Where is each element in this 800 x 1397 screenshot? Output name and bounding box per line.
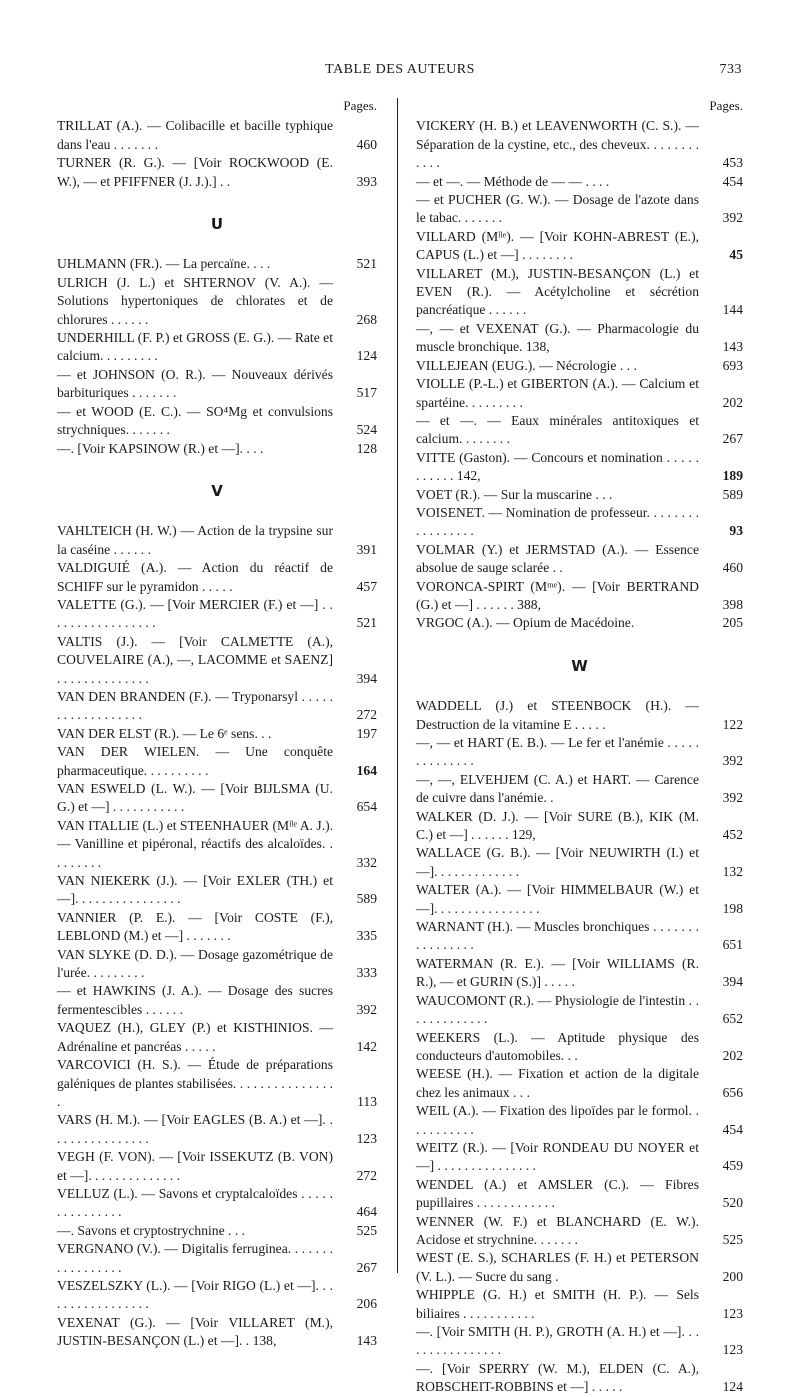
index-entry xyxy=(57,559,377,596)
entry-text: —. [Voir KAPSINOW (R.) et —]. . . . xyxy=(57,440,264,456)
pages-label: Pages. xyxy=(709,98,743,113)
column-divider xyxy=(397,98,398,1273)
entry-page-number: 128 xyxy=(356,440,377,456)
index-entry xyxy=(416,412,743,449)
entry-text: — et PUCHER (G. W.). — Dosage de l'azote dans le tabac. . . . . . . xyxy=(416,192,699,226)
entry-page-number: 589 xyxy=(356,891,377,907)
entry-page-number: 197 xyxy=(356,725,377,741)
entry-page-number: 398 xyxy=(722,596,743,612)
entry-page-number: 123 xyxy=(356,1130,377,1146)
entry-page-number: 142 xyxy=(356,1038,377,1054)
entry-list xyxy=(57,117,377,1350)
entry-page-number: 452 xyxy=(722,827,743,843)
entry-text: VESZELSZKY (L.). — [Voir RIGO (L.) et —]. . . . . . . . . . . . . . . . . xyxy=(57,1277,333,1312)
entry-page-number: 656 xyxy=(722,1084,743,1100)
index-entry xyxy=(57,743,377,780)
entry-page-number: 93 xyxy=(729,523,743,539)
entry-page-number: 393 xyxy=(356,173,377,189)
index-entry xyxy=(416,117,743,172)
entry-text: WHIPPLE (G. H.) et SMITH (H. P.). — Sels biliaires . . . . . . . . . . . xyxy=(416,1287,699,1321)
page-header xyxy=(0,62,800,82)
entry-page-number: 454 xyxy=(722,173,743,189)
entry-page-number: 123 xyxy=(722,1342,743,1358)
entry-text: VAHLTEICH (H. W.) — Action de la trypsine sur la caséine . . . . . . xyxy=(57,523,333,557)
entry-text: VAN DER ELST (R.). — Le 6ᵉ sens. . . xyxy=(57,725,272,741)
entry-page-number: 392 xyxy=(722,790,743,806)
entry-text: VELLUZ (L.). — Savons et cryptalcaloïdes . . . . . . . . . . . . . . . xyxy=(57,1185,333,1220)
entry-text: WEESE (H.). — Fixation et action de la digitale chez les animaux . . . xyxy=(416,1066,699,1100)
entry-page-number: 164 xyxy=(356,762,377,778)
index-entry xyxy=(416,265,743,320)
entry-page-number: 122 xyxy=(722,716,743,732)
entry-text: VAN DEN BRANDEN (F.). — Tryponarsyl . . . . . . . . . . . . . . . . . . xyxy=(57,688,333,723)
entry-text: VANNIER (P. E.). — [Voir COSTE (F.), LEBLOND (M.) et —] . . . . . . . xyxy=(57,909,333,944)
index-entry xyxy=(416,228,743,265)
index-entry xyxy=(416,357,743,375)
entry-text: VOET (R.). — Sur la muscarine . . . xyxy=(416,486,613,502)
index-entry xyxy=(416,1139,743,1176)
entry-page-number: 454 xyxy=(722,1121,743,1137)
entry-page-number: 272 xyxy=(356,1167,377,1183)
entry-text: VARS (H. M.). — [Voir EAGLES (B. A.) et —]. . . . . . . . . . . . . . . . xyxy=(57,1112,333,1146)
entry-page-number: 143 xyxy=(722,339,743,355)
entry-page-number: 124 xyxy=(356,348,377,364)
entry-page-number: 132 xyxy=(722,863,743,879)
entry-page-number: 460 xyxy=(722,560,743,576)
entry-page-number: 394 xyxy=(356,670,377,686)
entry-page-number: 517 xyxy=(356,385,377,401)
index-entry xyxy=(57,1185,377,1222)
index-entry xyxy=(57,522,377,559)
index-entry xyxy=(416,771,743,808)
entry-page-number: 392 xyxy=(722,753,743,769)
entry-page-number: 123 xyxy=(722,1305,743,1321)
index-entry xyxy=(416,1176,743,1213)
index-entry xyxy=(57,1277,377,1314)
entry-page-number: 391 xyxy=(356,541,377,557)
index-entry xyxy=(416,486,743,504)
entry-text: —. Savons et cryptostrychnine . . . xyxy=(57,1222,246,1238)
index-entry xyxy=(416,734,743,771)
entry-text: VERGNANO (V.). — Digitalis ferruginea. . . . . . . . . . . . . . . . . xyxy=(57,1241,333,1275)
entry-text: VOISENET. — Nomination de professeur. . . . . . . . . . . . . . . . . xyxy=(416,504,699,539)
entry-text: WENDEL (A.) et AMSLER (C.). — Fibres pupillaires . . . . . . . . . . . . xyxy=(416,1176,699,1211)
index-entry xyxy=(57,274,377,329)
entry-text: VICKERY (H. B.) et LEAVENWORTH (C. S.). — Séparation de la cystine, etc., des cheveux. . . . . . . . . . . . xyxy=(416,118,699,171)
entry-page-number: 652 xyxy=(722,1011,743,1027)
entry-text: VITTE (Gaston). — Concours et nomination . . . . . . . . . . . 142, xyxy=(416,449,699,484)
entry-text: TURNER (R. G.). — [Voir ROCKWOOD (E. W.), — et PFIFFNER (J. J.).] . . xyxy=(57,155,333,189)
entry-page-number: 521 xyxy=(356,615,377,631)
entry-text: UHLMANN (FR.). — La percaïne. . . . xyxy=(57,256,271,272)
index-entry xyxy=(416,541,743,578)
entry-text: UNDERHILL (F. P.) et GROSS (E. G.). — Rate et calcium. . . . . . . . . xyxy=(57,330,333,364)
index-entry xyxy=(57,1148,377,1185)
index-entry xyxy=(57,909,377,946)
index-entry xyxy=(57,117,377,154)
entry-page-number: 45 xyxy=(729,247,743,263)
entry-text: WADDELL (J.) et STEENBOCK (H.). — Destruction de la vitamine E . . . . . xyxy=(416,698,699,732)
entry-page-number: 267 xyxy=(356,1259,377,1275)
entry-text: WEEKERS (L.). — Aptitude physique des conducteurs d'automobiles. . . xyxy=(416,1029,699,1063)
index-entry xyxy=(57,154,377,191)
index-entry xyxy=(57,596,377,633)
entry-page-number: 268 xyxy=(356,311,377,327)
entry-text: VAQUEZ (H.), GLEY (P.) et KISTHINIOS. — Adrénaline et pancréas . . . . . xyxy=(57,1020,333,1054)
entry-page-number: 453 xyxy=(722,155,743,171)
entry-text: WATERMAN (R. E.). — [Voir WILLIAMS (R. R.), — et GURIN (S.)] . . . . . xyxy=(416,955,699,990)
section-letter: U xyxy=(210,215,224,234)
entry-text: VILLARD (Mˡˡᵉ). — [Voir KOHN-ABREST (E.), CAPUS (L.) et —] . . . . . . . . xyxy=(416,228,699,263)
entry-page-number: 693 xyxy=(722,357,743,373)
entry-text: WEST (E. S.), SCHARLES (F. H.) et PETERSON (V. L.). — Sucre du sang . xyxy=(416,1250,699,1284)
entry-text: VEGH (F. VON). — [Voir ISSEKUTZ (B. VON) et —]. . . . . . . . . . . . . . xyxy=(57,1149,333,1183)
index-entry xyxy=(57,255,377,273)
index-entry xyxy=(57,1240,377,1277)
index-entry xyxy=(416,955,743,992)
index-entry xyxy=(57,725,377,743)
pages-label: Pages. xyxy=(343,98,377,113)
index-entry xyxy=(416,1360,743,1397)
entry-text: — et —. — Eaux minérales antitoxiques et calcium. . . . . . . . xyxy=(416,412,699,447)
entry-text: VALDIGUIÉ (A.). — Action du réactif de SCHIFF sur le pyramidon . . . . . xyxy=(57,560,333,594)
entry-page-number: 651 xyxy=(722,937,743,953)
entry-text: VAN ITALLIE (L.) et STEENHAUER (Mˡˡᵉ A. J.). — Vanilline et pipéronal, réactifs des alcaloïdes. . . . . . . . . xyxy=(57,817,333,870)
entry-text: WALLACE (G. B.). — [Voir NEUWIRTH (I.) et —]. . . . . . . . . . . . . xyxy=(416,845,699,879)
entry-page-number: 460 xyxy=(356,136,377,152)
index-entry xyxy=(57,1111,377,1148)
entry-text: WALKER (D. J.). — [Voir SURE (B.), KIK (M. C.) et —] . . . . . . 129, xyxy=(416,808,699,843)
index-entry xyxy=(416,173,743,191)
index-entry xyxy=(57,1222,377,1240)
entry-text: ULRICH (J. L.) et SHTERNOV (V. A.). — Solutions hypertoniques de chlorates et de chlorures . . . . . . xyxy=(57,274,333,327)
entry-page-number: 198 xyxy=(722,900,743,916)
entry-page-number: 525 xyxy=(356,1222,377,1238)
entry-text: —. [Voir SPERRY (W. M.), ELDEN (C. A.), ROBSCHEIT-ROBBINS et —] . . . . . xyxy=(416,1360,699,1395)
right-column xyxy=(416,97,743,1397)
entry-text: — et WOOD (E. C.). — SO⁴Mg et convulsions strychniques. . . . . . . xyxy=(57,403,333,438)
running-title: TABLE DES AUTEURS xyxy=(325,62,475,77)
section-letter: V xyxy=(211,481,223,500)
entry-page-number: 113 xyxy=(357,1093,377,1109)
entry-page-number: 392 xyxy=(356,1001,377,1017)
entry-text: VAN ESWELD (L. W.). — [Voir BIJLSMA (U. G.) et —] . . . . . . . . . . . xyxy=(57,781,333,815)
entry-text: VORONCA-SPIRT (Mᵐᵉ). — [Voir BERTRAND (G.) et —] . . . . . . 388, xyxy=(416,578,699,612)
entry-text: VRGOC (A.). — Opium de Macédoine. xyxy=(416,615,635,631)
entry-page-number: 202 xyxy=(722,394,743,410)
index-entry xyxy=(416,881,743,918)
entry-page-number: 144 xyxy=(722,302,743,318)
entry-text: —, — et VEXENAT (G.). — Pharmacologie du muscle bronchique. 138, xyxy=(416,320,699,355)
entry-text: VEXENAT (G.). — [Voir VILLARET (M.), JUSTIN-BESANÇON (L.) et —]. . 138, xyxy=(57,1314,333,1349)
index-entry xyxy=(57,633,377,688)
index-entry xyxy=(416,844,743,881)
index-entry xyxy=(416,992,743,1029)
index-entry xyxy=(416,1213,743,1250)
entry-text: VAN SLYKE (D. D.). — Dosage gazométrique de l'urée. . . . . . . . . xyxy=(57,946,333,981)
index-entry xyxy=(416,375,743,412)
entry-text: VILLEJEAN (EUG.). — Nécrologie . . . xyxy=(416,357,637,373)
index-entry xyxy=(57,329,377,366)
index-entry xyxy=(57,1314,377,1351)
entry-text: VARCOVICI (H. S.). — Étude de préparations galéniques de plantes stabilisées. . . . . . . . . . . . . . . . xyxy=(57,1057,333,1109)
entry-page-number: 457 xyxy=(356,578,377,594)
index-entry xyxy=(57,1056,377,1111)
index-entry xyxy=(57,1019,377,1056)
entry-page-number: 206 xyxy=(356,1296,377,1312)
index-entry xyxy=(416,1029,743,1066)
index-entry xyxy=(57,688,377,725)
index-entry xyxy=(57,946,377,983)
index-entry xyxy=(416,614,743,632)
entry-text: — et HAWKINS (J. A.). — Dosage des sucres fermentescibles . . . . . . xyxy=(57,983,333,1017)
entry-page-number: 525 xyxy=(722,1231,743,1247)
entry-page-number: 392 xyxy=(722,210,743,226)
entry-page-number: 520 xyxy=(722,1195,743,1211)
index-entry xyxy=(416,1323,743,1360)
index-entry xyxy=(57,982,377,1019)
index-entry xyxy=(416,1286,743,1323)
entry-text: WEIL (A.). — Fixation des lipoïdes par le formol. . . . . . . . . . . xyxy=(416,1103,699,1137)
entry-page-number: 272 xyxy=(356,707,377,723)
entry-text: VOLMAR (Y.) et JERMSTAD (A.). — Essence absolue de sauge sclarée . . xyxy=(416,541,699,576)
index-entry xyxy=(57,403,377,440)
entry-text: VIOLLE (P.-L.) et GIBERTON (A.). — Calcium et spartéine. . . . . . . . . xyxy=(416,376,699,410)
index-entry xyxy=(57,817,377,872)
entry-page-number: 464 xyxy=(356,1204,377,1220)
entry-page-number: 333 xyxy=(356,965,377,981)
index-entry xyxy=(416,1102,743,1139)
index-entry xyxy=(416,320,743,357)
index-entry xyxy=(57,780,377,817)
entry-page-number: 459 xyxy=(722,1158,743,1174)
entry-page-number: 267 xyxy=(722,431,743,447)
section-letter: W xyxy=(571,656,588,675)
entry-text: VALETTE (G.). — [Voir MERCIER (F.) et —] . . . . . . . . . . . . . . . . . xyxy=(57,596,333,631)
index-entry xyxy=(416,504,743,541)
entry-text: — et —. — Méthode de — — . . . . xyxy=(416,173,610,189)
index-entry xyxy=(416,697,743,734)
entry-page-number: 654 xyxy=(356,799,377,815)
entry-text: WALTER (A.). — [Voir HIMMELBAUR (W.) et —]. . . . . . . . . . . . . . . . xyxy=(416,882,699,916)
entry-text: — et JOHNSON (O. R.). — Nouveaux dérivés barbituriques . . . . . . . xyxy=(57,366,333,401)
index-entry xyxy=(416,449,743,486)
entry-page-number: 124 xyxy=(722,1379,743,1395)
index-entry xyxy=(416,1065,743,1102)
index-entry xyxy=(57,366,377,403)
entry-text: —. [Voir SMITH (H. P.), GROTH (A. H.) et —]. . . . . . . . . . . . . . . . xyxy=(416,1324,699,1358)
entry-page-number: 332 xyxy=(356,854,377,870)
left-column xyxy=(57,97,377,1351)
entry-text: —, —, ELVEHJEM (C. A.) et HART. — Carence de cuivre dans l'anémie. . xyxy=(416,771,699,806)
entry-list xyxy=(416,117,743,1396)
index-entry xyxy=(416,191,743,228)
entry-text: VILLARET (M.), JUSTIN-BESANÇON (L.) et EVEN (R.). — Acétylcholine et sécrétion pancréatique . . . . . . xyxy=(416,265,699,318)
entry-text: WENNER (W. F.) et BLANCHARD (E. W.). Acidose et strychnine. . . . . . . xyxy=(416,1213,699,1247)
index-entry xyxy=(416,808,743,845)
entry-page-number: 189 xyxy=(722,468,743,484)
entry-text: —, — et HART (E. B.). — Le fer et l'anémie . . . . . . . . . . . . . . xyxy=(416,735,699,769)
entry-text: VALTIS (J.). — [Voir CALMETTE (A.), COUVELAIRE (A.), —, LACOMME et SAENZ] . . . . . . . . . . . . . . xyxy=(57,633,333,686)
entry-text: WAUCOMONT (R.). — Physiologie de l'intestin . . . . . . . . . . . . . xyxy=(416,992,699,1027)
entry-text: WARNANT (H.). — Muscles bronchiques . . . . . . . . . . . . . . . . xyxy=(416,919,699,953)
entry-text: TRILLAT (A.). — Colibacille et bacille typhique dans l'eau . . . . . . . xyxy=(57,118,333,152)
index-entry xyxy=(57,440,377,458)
entry-text: VAN DER WIELEN. — Une conquête pharmaceutique. . . . . . . . . . xyxy=(57,744,333,778)
entry-page-number: 524 xyxy=(356,422,377,438)
entry-page-number: 205 xyxy=(722,615,743,631)
entry-text: VAN NIEKERK (J.). — [Voir EXLER (TH.) et —]. . . . . . . . . . . . . . . . xyxy=(57,873,333,907)
entry-page-number: 202 xyxy=(722,1047,743,1063)
entry-page-number: 589 xyxy=(722,486,743,502)
index-entry xyxy=(416,1249,743,1286)
entry-page-number: 335 xyxy=(356,928,377,944)
entry-text: WEITZ (R.). — [Voir RONDEAU DU NOYER et —] . . . . . . . . . . . . . . . xyxy=(416,1139,699,1174)
page-number: 733 xyxy=(719,62,742,77)
entry-page-number: 143 xyxy=(356,1333,377,1349)
index-entry xyxy=(416,578,743,615)
entry-page-number: 521 xyxy=(356,256,377,272)
entry-page-number: 200 xyxy=(722,1268,743,1284)
entry-page-number: 394 xyxy=(722,974,743,990)
index-entry xyxy=(416,918,743,955)
index-entry xyxy=(57,872,377,909)
